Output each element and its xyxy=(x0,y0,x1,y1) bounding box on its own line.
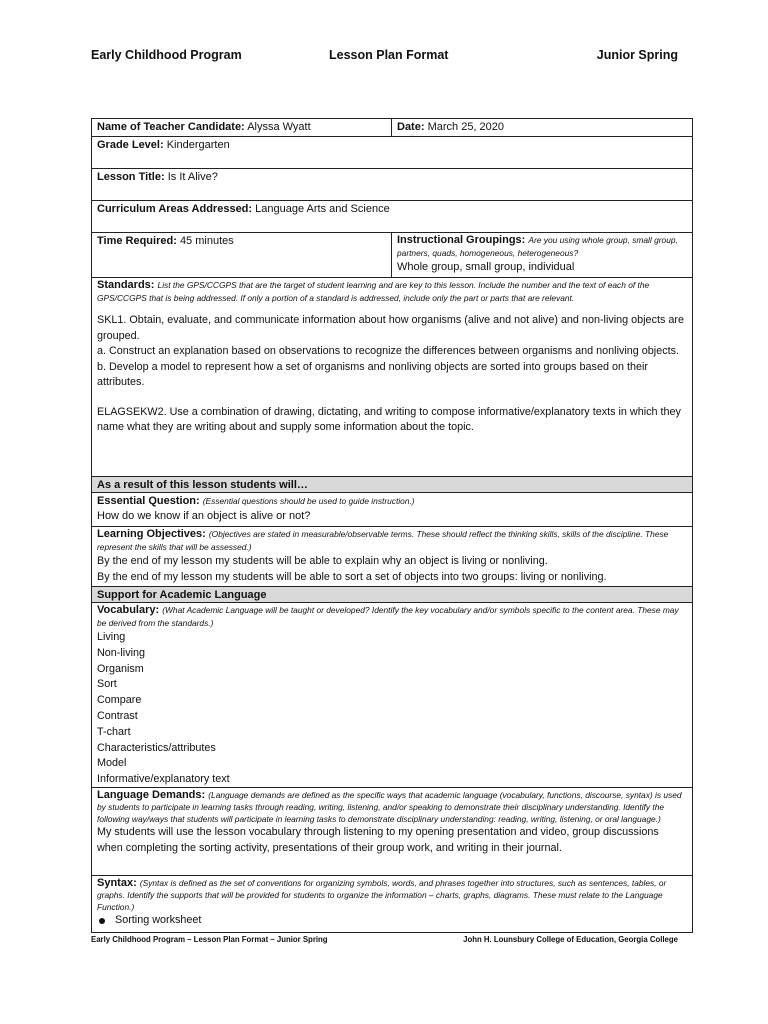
result-banner: As a result of this lesson students will… xyxy=(92,476,692,492)
groupings-cell xyxy=(392,233,692,277)
time-value: 45 minutes xyxy=(179,235,234,247)
academic-language-banner: Support for Academic Language xyxy=(92,586,692,602)
title-row xyxy=(92,168,692,200)
date-cell xyxy=(392,119,692,136)
syntax-bullet-item xyxy=(97,913,687,928)
grade-value: Kindergarten xyxy=(166,139,230,151)
essential-hint: (Essential questions should be used to guide instruction.) xyxy=(202,496,415,506)
vocabulary-word: Characteristics/attributes xyxy=(97,741,216,754)
demands-label: Language Demands: xyxy=(97,789,206,801)
lesson-plan-form xyxy=(91,118,693,933)
syntax-bullet-text: Sorting worksheet xyxy=(115,914,202,926)
grade-row xyxy=(92,136,692,168)
vocabulary-word: Non-living xyxy=(97,646,146,659)
vocabulary-label: Vocabulary: xyxy=(97,604,160,616)
date-value: March 25, 2020 xyxy=(427,121,505,133)
date-label: Date: xyxy=(397,121,425,133)
vocabulary-hint: (What Academic Language will be taught or developed? Identify the key vocabulary and/or symbols specific to the content area. These may be derived from the standards.) xyxy=(97,605,679,628)
curriculum-value: Language Arts and Science xyxy=(255,203,390,215)
footer-left: Early Childhood Program – Lesson Plan Format – Junior Spring xyxy=(91,935,328,944)
candidate-date-row xyxy=(92,119,692,136)
essential-value: How do we know if an object is alive or not? xyxy=(97,510,311,522)
essential-label: Essential Question: xyxy=(97,495,200,507)
vocabulary-word: Living xyxy=(97,631,126,643)
candidate-label: Name of Teacher Candidate: xyxy=(97,121,245,133)
curriculum-row xyxy=(92,200,692,232)
groupings-value: Whole group, small group, individual xyxy=(397,261,575,273)
curriculum-label: Curriculum Areas Addressed: xyxy=(97,203,253,215)
standard-skl1-b: b. Develop a model to represent how a set of organisms and nonliving objects are sorted into groups based on their attributes. xyxy=(97,360,648,388)
bullet-icon xyxy=(99,918,105,924)
header-program: Early Childhood Program xyxy=(91,48,242,62)
vocabulary-word: Model xyxy=(97,757,127,770)
time-label: Time Required: xyxy=(97,235,177,247)
vocabulary-word: Compare xyxy=(97,694,142,707)
standard-skl1-a: a. Construct an explanation based on observations to recognize the differences between organisms and nonliving objects. xyxy=(97,345,679,357)
vocabulary-word: Informative/explanatory text xyxy=(97,773,230,786)
demands-hint: (Language demands are defined as the specific ways that academic language (vocabulary, functions, discourse, syntax) is used by students to participate in learning tasks through reading, writing, listening, and/or speaking to demonstrate their disciplinary understanding. Identify the following way/ways that students will participate in learning tasks to demonstrate disciplinary understanding: reading, writing, listening, or oral language.) xyxy=(97,790,682,824)
demands-value: My students will use the lesson vocabulary through listening to my opening presentation and video, group discussions when completing the sorting activity, presentations of their group work, and writing in their journal. xyxy=(97,826,659,854)
essential-question-row xyxy=(92,492,692,526)
candidate-value: Alyssa Wyatt xyxy=(247,121,311,133)
vocabulary-word: Sort xyxy=(97,678,117,691)
grade-label: Grade Level: xyxy=(97,139,164,151)
page-header xyxy=(91,48,678,66)
header-format: Lesson Plan Format xyxy=(329,48,449,62)
standards-row xyxy=(92,277,692,476)
header-term: Junior Spring xyxy=(596,48,678,62)
vocabulary-word: Organism xyxy=(97,662,144,675)
standard-skl1: SKL1. Obtain, evaluate, and communicate information about how organisms (alive and not alive) and non-living objects are grouped. xyxy=(97,314,684,342)
objective-item: By the end of my lesson my students will be able to sort a set of objects into two groups: living or nonliving. xyxy=(97,570,607,583)
title-label: Lesson Title: xyxy=(97,171,165,183)
objectives-hint: (Objectives are stated in measurable/observable terms. These should reflect the thinking skills, skills of the discipline. These represent the skills that will be assessed.) xyxy=(97,529,669,552)
vocabulary-row xyxy=(92,602,692,787)
syntax-hint: (Syntax is defined as the set of conventions for organizing symbols, words, and phrases together into structures, such as sentences, tables, or graphs. Identify the supports that will be provided for students to organize the information – charts, graphs, diagrams. These must relate to the Language Function.) xyxy=(97,878,667,912)
groupings-label: Instructional Groupings: xyxy=(397,234,526,246)
standard-elagsekw2: ELAGSEKW2. Use a combination of drawing, dictating, and writing to compose informative/explanatory texts in which they name what they are writing about and supply some information about the topic. xyxy=(97,405,681,433)
vocabulary-word: T-chart xyxy=(97,725,131,738)
groupings-hint: Are you using whole group, small group, partners, quads, homogeneous, heterogeneous? xyxy=(397,235,678,258)
syntax-label: Syntax: xyxy=(97,877,137,889)
footer-right: John H. Lounsbury College of Education, Georgia College xyxy=(463,935,678,944)
syntax-row xyxy=(92,875,692,932)
standards-label: Standards: xyxy=(97,279,155,291)
objectives-label: Learning Objectives: xyxy=(97,528,206,540)
objectives-row xyxy=(92,526,692,586)
title-value: Is It Alive? xyxy=(167,171,218,183)
standards-hint: List the GPS/CCGPS that are the target of student learning and are key to this lesson. Include the number and the text of each of the GPS/CCGPS that is being addressed. If only a portion of a standard is addressed, include only the part or parts that are relevant. xyxy=(97,280,650,303)
time-groupings-row xyxy=(92,232,692,277)
time-cell xyxy=(92,233,392,277)
candidate-cell xyxy=(92,119,392,136)
vocabulary-word: Contrast xyxy=(97,709,138,722)
objective-item: By the end of my lesson my students will be able to explain why an object is living or nonliving. xyxy=(97,555,548,567)
language-demands-row xyxy=(92,787,692,875)
